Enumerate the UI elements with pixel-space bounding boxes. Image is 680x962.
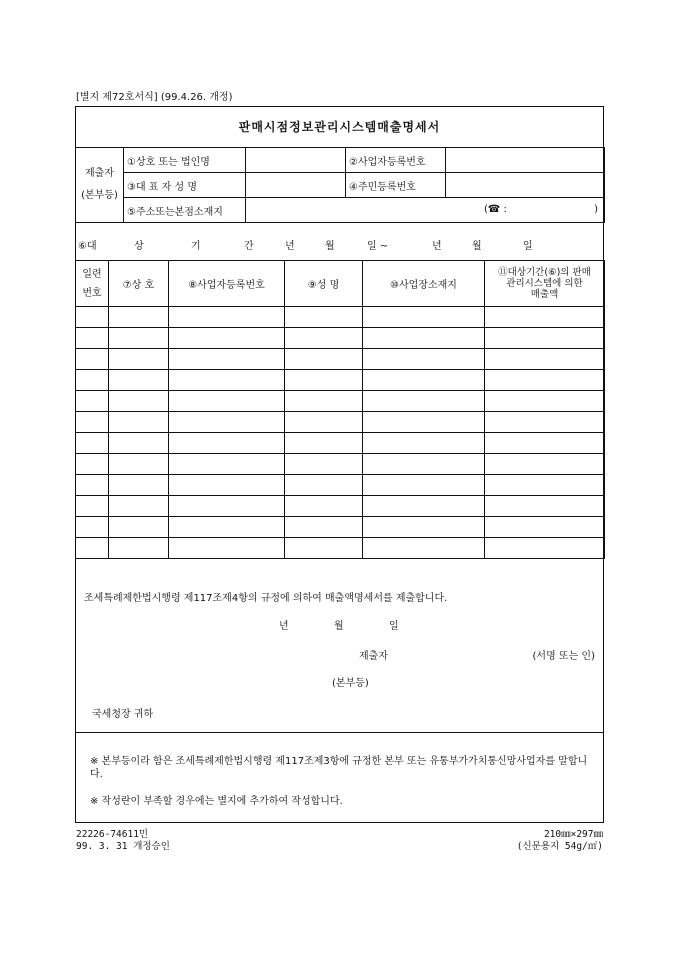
table-cell[interactable] [485, 412, 605, 433]
resident-reg-no-label: ④주민등록번호 [346, 173, 446, 198]
table-cell[interactable] [363, 496, 485, 517]
table-row [76, 496, 605, 517]
table-cell[interactable] [485, 391, 605, 412]
date-month: 월 [334, 621, 344, 632]
table-cell[interactable] [109, 475, 169, 496]
table-row [76, 517, 605, 538]
table-cell[interactable] [76, 349, 109, 370]
table-cell[interactable] [109, 517, 169, 538]
address-label: ⑤주소또는본점소재지 [124, 198, 246, 223]
table-cell[interactable] [485, 370, 605, 391]
table-cell[interactable] [485, 349, 605, 370]
note-extra-sheet: ※ 작성란이 부족할 경우에는 별지에 추가하여 작성합니다. [90, 796, 343, 807]
period-to-day: 일 [523, 241, 533, 252]
col-amount [485, 261, 605, 307]
phone-suffix: ) [594, 204, 598, 215]
table-cell[interactable] [485, 517, 605, 538]
table-cell[interactable] [285, 538, 363, 559]
period-label-1: ⑥대 [78, 241, 97, 252]
col-reg-no: ⑧사업자등록번호 [169, 261, 285, 307]
col-serial-line2: 번호 [82, 287, 102, 299]
table-cell[interactable] [169, 454, 285, 475]
note-hq-definition: ※ 본부등이라 함은 조세특례제한법시행령 제117조제3항에 규정한 본부 또는 유통부가가치통신망사업자를 말합니다. [90, 756, 588, 780]
table-cell[interactable] [485, 307, 605, 328]
table-cell[interactable] [109, 454, 169, 475]
table-cell[interactable] [76, 454, 109, 475]
table-cell[interactable] [363, 307, 485, 328]
date-year: 년 [279, 621, 289, 632]
table-cell[interactable] [76, 328, 109, 349]
col-amount-line3: 매출액 [530, 289, 559, 300]
business-reg-no-value[interactable] [446, 148, 605, 173]
table-cell[interactable] [285, 349, 363, 370]
table-cell[interactable] [285, 412, 363, 433]
submitter-label-sub: (본부등) [81, 190, 118, 201]
table-cell[interactable] [285, 517, 363, 538]
table-cell[interactable] [363, 349, 485, 370]
col-amount-line1: ⑪대상기간(⑥)의 판매 [498, 267, 591, 278]
col-location: ⑩사업장소재지 [363, 261, 485, 307]
period-from-year: 년 [285, 241, 295, 252]
period-label-3: 기 [191, 241, 201, 252]
table-cell[interactable] [485, 328, 605, 349]
table-cell[interactable] [76, 307, 109, 328]
table-row [76, 538, 605, 559]
table-cell[interactable] [169, 538, 285, 559]
table-cell[interactable] [285, 328, 363, 349]
table-cell[interactable] [485, 475, 605, 496]
form-frame [75, 106, 604, 733]
period-label-2: 상 [134, 241, 144, 252]
table-row [76, 475, 605, 496]
table-cell[interactable] [485, 496, 605, 517]
col-trade: ⑦상 호 [109, 261, 169, 307]
table-cell[interactable] [169, 517, 285, 538]
recipient: 국세청장 귀하 [92, 709, 154, 720]
table-row [76, 454, 605, 475]
submitter-hq-label: (본부등) [332, 678, 369, 689]
table-cell[interactable] [363, 433, 485, 454]
col-amount-line2: 관리시스템에 의한 [506, 278, 583, 289]
table-cell[interactable] [76, 370, 109, 391]
table-cell[interactable] [76, 538, 109, 559]
table-row [76, 307, 605, 328]
table-cell[interactable] [485, 454, 605, 475]
table-cell[interactable] [285, 454, 363, 475]
resident-reg-no-value[interactable] [446, 173, 605, 198]
address-value[interactable] [246, 198, 605, 223]
form-reference: [별지 제72호서식] (99.4.26. 개정) [76, 92, 233, 103]
table-row [76, 433, 605, 454]
table-cell[interactable] [169, 370, 285, 391]
table-cell[interactable] [109, 412, 169, 433]
table-cell[interactable] [169, 349, 285, 370]
business-reg-no-label: ②사업자등록번호 [346, 148, 446, 173]
table-cell[interactable] [363, 391, 485, 412]
table-cell[interactable] [169, 475, 285, 496]
period-to-month: 월 [472, 241, 482, 252]
table-cell[interactable] [285, 496, 363, 517]
phone-prefix: (☎ : [484, 204, 507, 215]
table-cell[interactable] [76, 496, 109, 517]
table-cell[interactable] [76, 391, 109, 412]
table-cell[interactable] [363, 328, 485, 349]
col-name: ⑨성 명 [285, 261, 363, 307]
trade-name-label: ①상호 또는 법인명 [124, 148, 246, 173]
table-cell[interactable] [109, 349, 169, 370]
col-serial-line1: 일련 [82, 268, 102, 280]
table-cell[interactable] [485, 538, 605, 559]
submitter-label [76, 148, 124, 223]
table-cell[interactable] [285, 391, 363, 412]
table-cell[interactable] [169, 328, 285, 349]
declaration-section [76, 561, 603, 734]
table-cell[interactable] [109, 328, 169, 349]
representative-label: ③대 표 자 성 명 [124, 173, 246, 198]
table-row [76, 328, 605, 349]
table-cell[interactable] [363, 370, 485, 391]
table-cell[interactable] [109, 433, 169, 454]
table-cell[interactable] [285, 475, 363, 496]
table-cell[interactable] [285, 433, 363, 454]
table-cell[interactable] [285, 370, 363, 391]
table-row [76, 349, 605, 370]
period-label-4: 간 [244, 241, 254, 252]
table-cell[interactable] [169, 391, 285, 412]
representative-value[interactable] [246, 173, 346, 198]
table-cell[interactable] [76, 517, 109, 538]
target-period-row [76, 227, 603, 261]
table-cell[interactable] [363, 475, 485, 496]
footer-code: 22226-74611민 [76, 829, 149, 840]
form-title: 판매시점정보관리시스템매출명세서 [76, 107, 603, 148]
signature-seal[interactable]: (서명 또는 인) [532, 651, 595, 662]
notes-section [75, 733, 604, 823]
table-cell[interactable] [109, 496, 169, 517]
table-cell[interactable] [169, 412, 285, 433]
table-cell[interactable] [169, 307, 285, 328]
table-row [76, 370, 605, 391]
trade-name-value[interactable] [246, 148, 346, 173]
table-cell[interactable] [363, 454, 485, 475]
submitter-sign-label: 제출자 [359, 651, 388, 662]
table-cell[interactable] [76, 433, 109, 454]
table-cell[interactable] [169, 433, 285, 454]
table-cell[interactable] [485, 433, 605, 454]
declaration-text: 조세특례제한법시행령 제117조제4항의 규정에 의하여 매출액명세서를 제출합니다. [84, 593, 448, 604]
footer-paper-size: 210㎜×297㎜ [543, 829, 603, 840]
table-cell[interactable] [285, 307, 363, 328]
table-cell[interactable] [109, 307, 169, 328]
table-cell[interactable] [76, 475, 109, 496]
sales-list-table [75, 260, 605, 559]
period-from-day: 일 ~ [367, 241, 389, 252]
submitter-table [75, 147, 605, 223]
col-serial [76, 261, 109, 307]
period-to-year: 년 [432, 241, 442, 252]
submitter-label-main: 제출자 [85, 168, 114, 179]
table-row [76, 412, 605, 433]
table-cell[interactable] [109, 391, 169, 412]
footer-approval: 99. 3. 31 개정승인 [76, 841, 170, 852]
table-row [76, 391, 605, 412]
table-cell[interactable] [109, 370, 169, 391]
table-cell[interactable] [109, 538, 169, 559]
table-cell[interactable] [76, 412, 109, 433]
table-cell[interactable] [363, 538, 485, 559]
period-from-month: 월 [325, 241, 335, 252]
footer-paper-type: (신문용지 54g/㎡) [516, 841, 603, 852]
date-day: 일 [389, 621, 399, 632]
table-cell[interactable] [363, 517, 485, 538]
table-cell[interactable] [169, 496, 285, 517]
table-cell[interactable] [363, 412, 485, 433]
